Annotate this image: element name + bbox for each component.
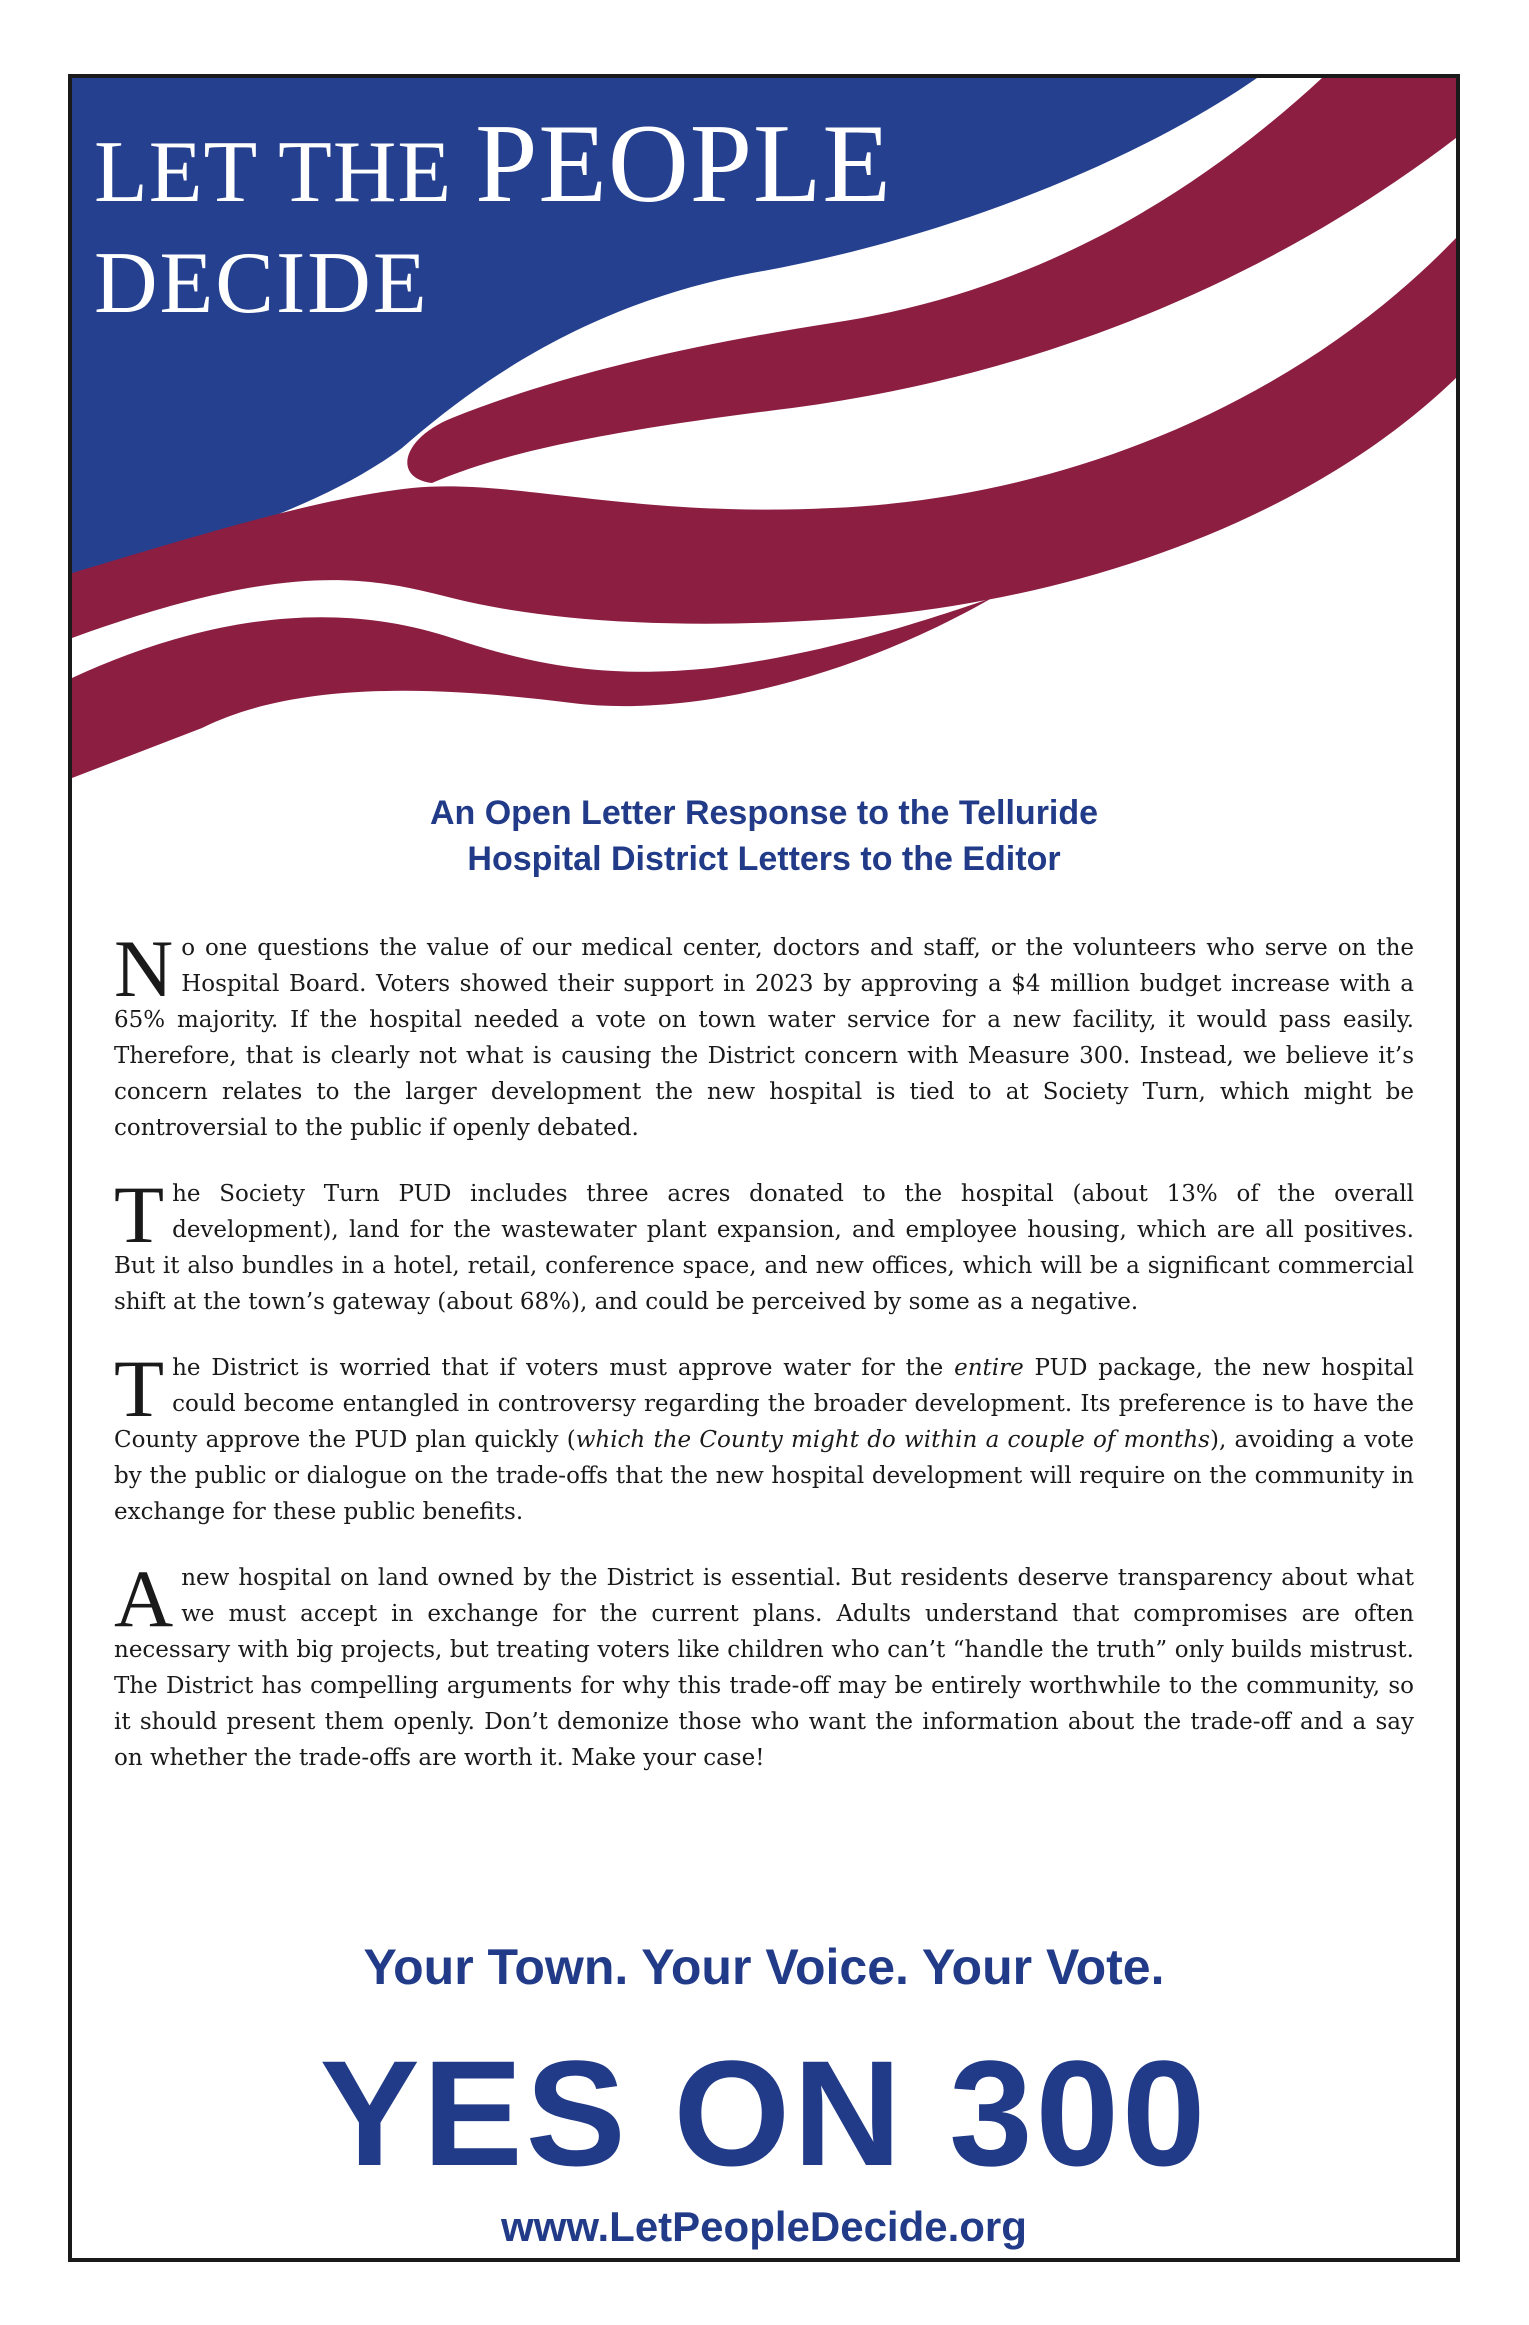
yes-on-300-callout: YES ON 300 bbox=[319, 2029, 1209, 2197]
hero-title-people: PEOPLE bbox=[475, 102, 892, 226]
paragraph-text: o one questions the value of our medical center, doctors and staff, or the volunteers who serve on the Hospital Board. Voters showed their support in 2023 by approving a $4 million budget increase with a 65% majority. If the hospital needed a vote on town water service for a new facility, it would pass easily. Therefore, that is clearly not what is causing the District concern with Measure 300. Instead, we believe it’s concern relates to the larger development the new hospital is tied to at Society Turn, which might be controversial to the public if openly debated. bbox=[114, 935, 1414, 1141]
tagline: Your Town. Your Voice. Your Vote. bbox=[363, 1939, 1165, 1995]
emphasis-text: which the County might do within a couple of months bbox=[575, 1427, 1210, 1453]
website-link[interactable]: www.LetPeopleDecide.org bbox=[501, 2203, 1027, 2250]
emphasis-text: entire bbox=[954, 1355, 1024, 1381]
paragraph-text: new hospital on land owned by the District is essential. But residents deserve transparency about what we must accept in exchange for the current plans. Adults understand that compromises are often necessary with big projects, but treating voters like children who can’t “handle the truth” only builds mistrust. The District has compelling arguments for why this trade-off may be entirely worthwhile to the community, so it should present them openly. Don’t demonize those who want the information about the trade-off and a say on whether the trade-offs are worth it. Make your case! bbox=[114, 1565, 1414, 1771]
letter-body bbox=[114, 923, 1415, 1806]
hero-title-line2: DECIDE bbox=[94, 235, 429, 332]
hero-title-prefix: LET THE bbox=[94, 124, 476, 221]
heading-line1: An Open Letter Response to the Telluride bbox=[429, 794, 1099, 832]
hero-title bbox=[94, 102, 892, 332]
paragraph-4 bbox=[114, 1553, 1414, 1776]
paragraph-3 bbox=[114, 1343, 1415, 1530]
dropcap: A bbox=[114, 1553, 174, 1644]
paragraph-text: he District is worried that if voters must approve water for the bbox=[172, 1355, 955, 1381]
paragraph-text: PUD package, the new hospital could become entangled in controversy regarding the broader development. Its preference is to have the County approve the PUD plan quickly ( bbox=[114, 1355, 1415, 1453]
dropcap: T bbox=[114, 1169, 165, 1260]
flag-banner bbox=[72, 78, 1456, 778]
heading-line2: Hospital District Letters to the Editor bbox=[467, 840, 1061, 878]
paragraph-text: he Society Turn PUD includes three acres donated to the hospital (about 13% of the overall development), land for the wastewater plant expansion, and employee housing, which are all positives. But it also bundles in a hotel, retail, conference space, and new offices, which will be a significant commercial shift at the town’s gateway (about 68%), and could be perceived by some as a negative. bbox=[114, 1181, 1414, 1315]
paragraph-1 bbox=[114, 923, 1414, 1146]
dropcap: T bbox=[114, 1343, 165, 1434]
letter-heading bbox=[72, 790, 1456, 882]
paragraph-2 bbox=[114, 1169, 1414, 1320]
paragraph-text: ), avoiding a vote by the public or dialogue on the trade-offs that the new hospital development will require on the community in exchange for these public benefits. bbox=[114, 1427, 1414, 1525]
dropcap: N bbox=[114, 923, 174, 1014]
poster-frame bbox=[68, 74, 1460, 2262]
hero-title-line1 bbox=[94, 102, 892, 226]
